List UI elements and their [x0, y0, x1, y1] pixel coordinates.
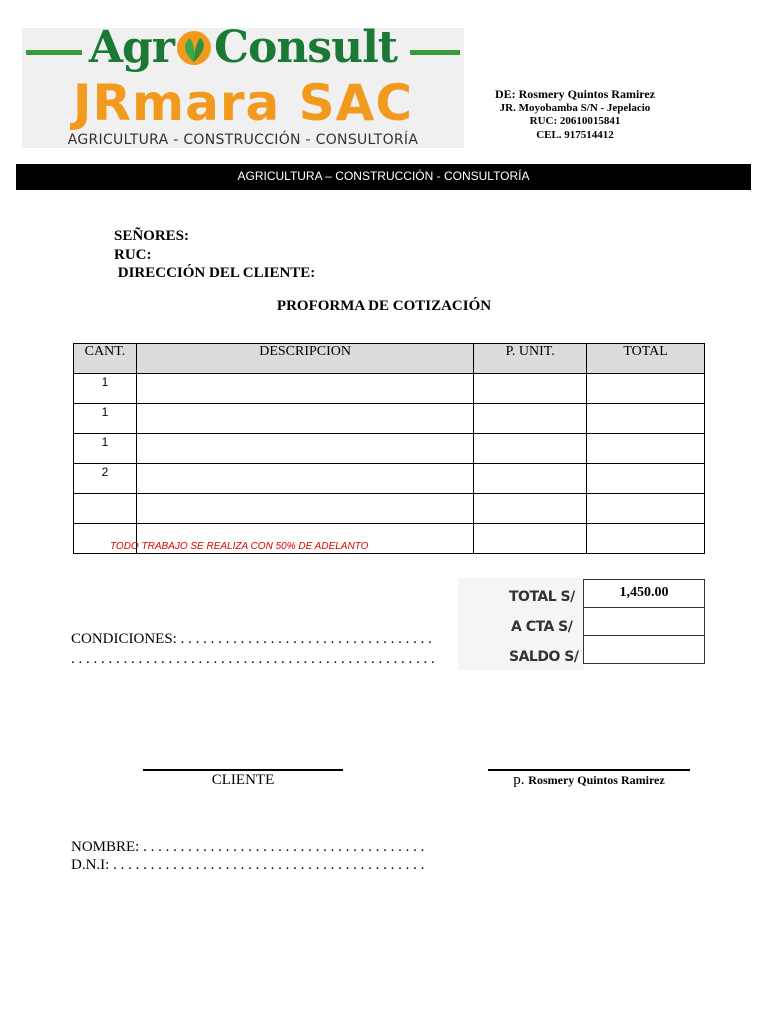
name-line: NOMBRE: . . . . . . . . . . . . . . . . . . . . . . . . . . . . . . . . . . . . . .: [71, 839, 425, 855]
client-signature-line: [143, 769, 343, 771]
sender-ruc: RUC: 20610015841: [529, 115, 621, 127]
cell-descripcion[interactable]: [136, 434, 473, 464]
acta-label: A CTA S/: [511, 619, 573, 635]
cell-cant[interactable]: 1: [74, 434, 137, 464]
totals-table: [583, 579, 705, 664]
logo-jrmara: JRmara SAC: [72, 74, 414, 132]
rep-signature-line: [488, 769, 690, 771]
cell-total[interactable]: [587, 404, 705, 434]
sender-phone: CEL. 917514412: [536, 128, 614, 141]
items-table: [73, 343, 705, 554]
conditions-line: CONDICIONES: . . . . . . . . . . . . . . . . . . . . . . . . . . . . . . . . . .: [71, 631, 432, 647]
sender-address: JR. Moyobamba S/N - Jepelacio: [499, 101, 651, 114]
advance-payment-note: TODO TRABAJO SE REALIZA CON 50% DE ADELANTO: [110, 541, 369, 552]
cell-descripcion[interactable]: [136, 494, 473, 524]
table-row: [74, 374, 705, 404]
total-value[interactable]: 1,450.00: [584, 580, 705, 608]
sender-name: DE: Rosmery Quintos Ramirez: [494, 87, 656, 101]
client-signature-label: CLIENTE: [211, 772, 275, 788]
table-row: [74, 494, 705, 524]
client-ruc-label: RUC:: [114, 246, 152, 263]
rep-name: Rosmery Quintos Ramirez: [528, 773, 665, 787]
client-senores-label: SEÑORES:: [114, 228, 190, 244]
cell-punit[interactable]: [474, 464, 587, 494]
cell-descripcion[interactable]: [136, 374, 473, 404]
leaf-icon: [174, 28, 214, 68]
cell-punit[interactable]: [474, 374, 587, 404]
cell-descripcion[interactable]: [136, 404, 473, 434]
table-row: [74, 404, 705, 434]
company-logo: [22, 22, 464, 148]
acta-value[interactable]: [584, 608, 705, 636]
cell-cant[interactable]: [74, 494, 137, 524]
col-header-cant: CANT.: [74, 344, 137, 374]
saldo-value[interactable]: [584, 636, 705, 664]
client-info: [114, 227, 315, 283]
cell-cant[interactable]: 1: [74, 374, 137, 404]
table-row: [74, 464, 705, 494]
col-header-total: TOTAL: [587, 344, 705, 374]
total-label: TOTAL S/: [509, 589, 575, 605]
client-address-label: DIRECCIÓN DEL CLIENTE:: [114, 265, 316, 281]
cell-cant[interactable]: 2: [74, 464, 137, 494]
totals-labels: [458, 578, 584, 670]
table-row: [74, 434, 705, 464]
conditions-block: [71, 629, 435, 669]
header-banner: AGRICULTURA – CONSTRUCCIÓN - CONSULTORÍA: [16, 164, 751, 190]
cell-total[interactable]: [587, 434, 705, 464]
col-header-punit: P. UNIT.: [474, 344, 587, 374]
sender-contact: [480, 88, 670, 142]
cell-punit[interactable]: [474, 434, 587, 464]
col-header-descripcion: DESCRIPCION: [136, 344, 473, 374]
cell-cant[interactable]: 1: [74, 404, 137, 434]
rep-signature-label: [488, 772, 690, 789]
cell-total[interactable]: [587, 464, 705, 494]
logo-agroconsult: Agr Consult: [88, 22, 398, 73]
conditions-line-2: . . . . . . . . . . . . . . . . . . . . . . . . . . . . . . . . . . . . . . . . . . . . . . . . .: [71, 651, 435, 667]
saldo-label: SALDO S/: [509, 649, 579, 665]
identity-block: [71, 838, 424, 874]
cell-total[interactable]: [587, 494, 705, 524]
dni-line: D.N.I: . . . . . . . . . . . . . . . . . . . . . . . . . . . . . . . . . . . . . . . . . .: [71, 857, 425, 873]
logo-tagline: AGRICULTURA - CONSTRUCCIÓN - CONSULTORÍA: [67, 132, 419, 148]
cell-total[interactable]: [587, 374, 705, 404]
rep-prefix: p.: [513, 772, 529, 788]
document-title: PROFORMA DE COTIZACIÓN: [276, 298, 492, 314]
table-header-row: [74, 344, 705, 374]
cell-punit[interactable]: [474, 524, 587, 554]
cell-total[interactable]: [587, 524, 705, 554]
cell-descripcion[interactable]: [136, 464, 473, 494]
cell-punit[interactable]: [474, 494, 587, 524]
cell-punit[interactable]: [474, 404, 587, 434]
